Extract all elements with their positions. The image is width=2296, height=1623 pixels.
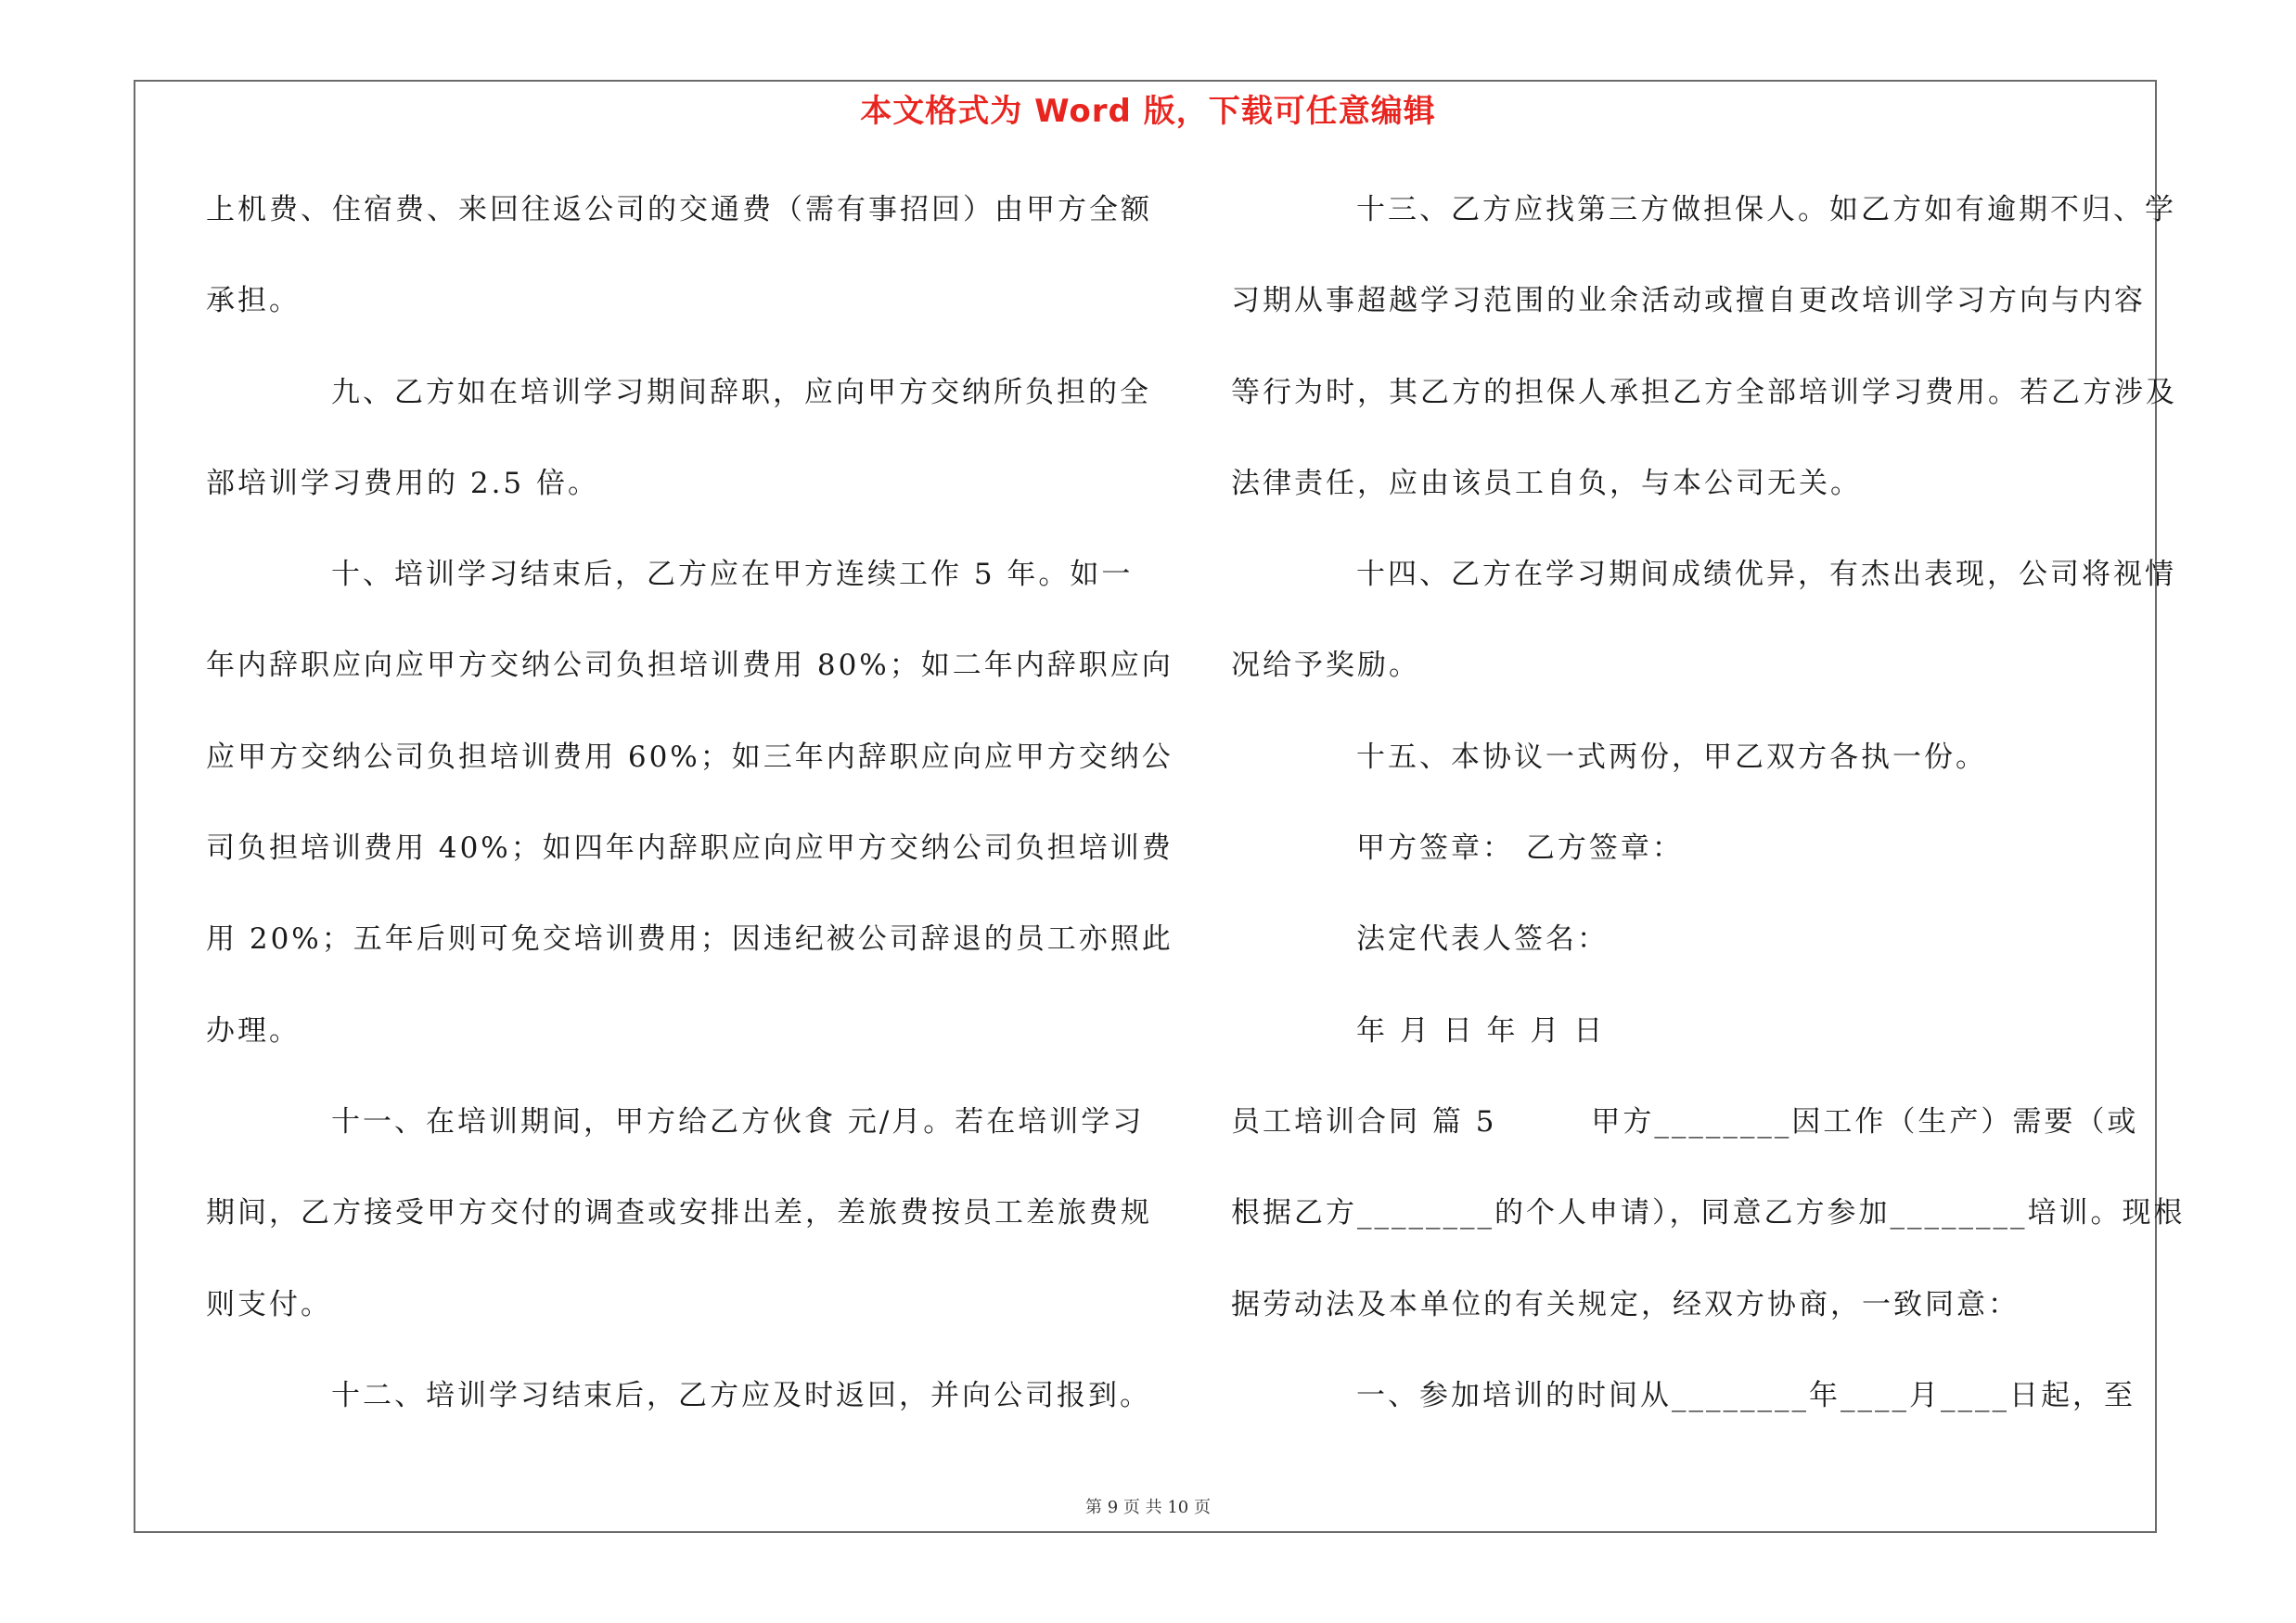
text-line: 十、培训学习结束后，乙方应在甲方连续工作 5 年。如一 [331,558,1134,592]
format-notice-banner: 本文格式为 Word 版，下载可任意编辑 [860,93,1436,130]
text-line: 承担。 [206,284,301,318]
text-line: 根据乙方________的个人申请），同意乙方参加________培训。现根 [1231,1196,2186,1230]
text-line: 十五、本协议一式两份，甲乙双方各执一份。 [1356,740,1987,774]
text-line: 应甲方交纳公司负担培训费用 60%；如三年内辞职应向应甲方交纳公 [206,740,1174,774]
text-line: 期间，乙方接受甲方交付的调查或安排出差，差旅费按员工差旅费规 [206,1196,1152,1230]
text-line: 办理。 [206,1013,301,1048]
page-number-footer: 第 9 页 共 10 页 [1085,1498,1211,1517]
text-line: 况给予奖励。 [1231,649,1420,683]
text-line: 员工培训合同 篇 5 甲方________因工作（生产）需要（或 [1231,1104,2139,1139]
text-line: 十二、培训学习结束后，乙方应及时返回，并向公司报到。 [331,1378,1151,1412]
text-line: 年内辞职应向应甲方交纳公司负担培训费用 80%；如二年内辞职应向 [206,649,1174,683]
text-line: 十四、乙方在学习期间成绩优异，有杰出表现，公司将视情 [1356,558,2176,592]
text-line: 一、参加培训的时间从________年____月____日起，至 [1356,1378,2136,1412]
text-line: 十一、在培训期间，甲方给乙方伙食 元/月。若在培训学习 [331,1104,1145,1139]
text-line: 据劳动法及本单位的有关规定，经双方协商，一致同意： [1231,1287,2020,1321]
text-line: 甲方签章： 乙方签章： [1356,831,1684,866]
text-line: 上机费、住宿费、来回往返公司的交通费（需有事招回）由甲方全额 [206,193,1152,226]
text-line: 部培训学习费用的 2.5 倍。 [206,466,600,500]
text-line: 等行为时，其乙方的担保人承担乙方全部培训学习费用。若乙方涉及 [1231,375,2177,409]
left-text-column [206,182,1174,1459]
text-line: 司负担培训费用 40%；如四年内辞职应向应甲方交纳公司负担培训费 [206,831,1174,866]
text-line: 年 月 日 年 月 日 [1356,1013,1606,1048]
right-text-column [1231,182,2186,1459]
text-line: 法定代表人签名： [1356,922,1609,957]
text-line: 则支付。 [206,1287,332,1321]
text-line: 法律责任，应由该员工自负，与本公司无关。 [1231,466,1862,500]
text-line: 习期从事超越学习范围的业余活动或擅自更改培训学习方向与内容 [1231,284,2146,318]
text-line: 用 20%；五年后则可免交培训费用；因违纪被公司辞退的员工亦照此 [206,922,1174,957]
text-line: 十三、乙方应找第三方做担保人。如乙方如有逾期不归、学 [1356,193,2176,226]
text-line: 九、乙方如在培训学习期间辞职，应向甲方交纳所负担的全 [331,375,1151,409]
